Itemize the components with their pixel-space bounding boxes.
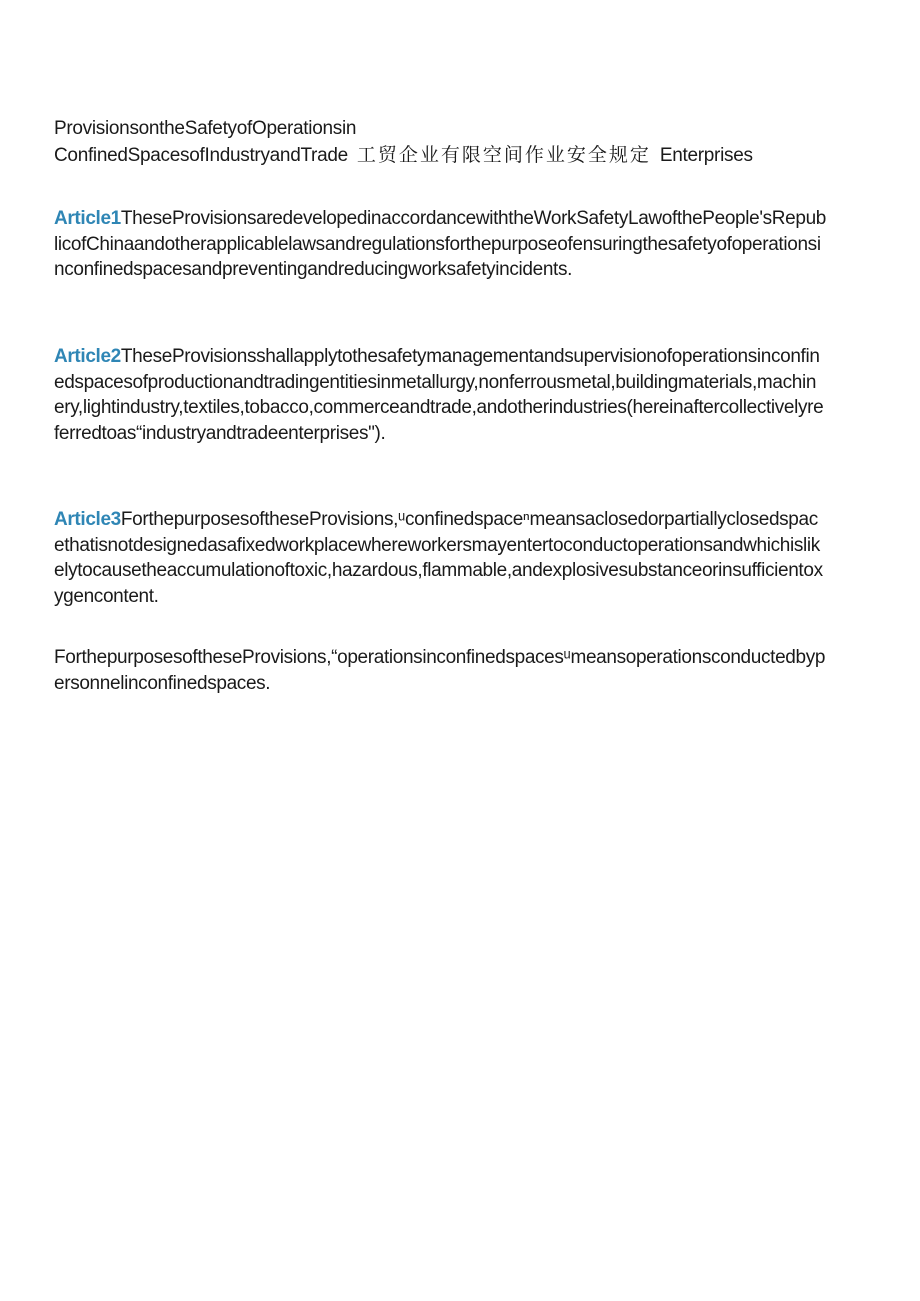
article-text: TheseProvisionsshallapplytothesafetymanagementandsupervisionofoperationsinconfinedspacesofproductionandtradingentitiesinmetallurgy,nonferrousmetal,buildingmaterials,machinery,lightindustry,textiles,tobacco,commerceandtrade,andotherindustries(hereinaftercollectivelyreferredtoas“industryandtradeenterprises").: [54, 346, 824, 444]
title-tail-part: Enterprises: [659, 145, 753, 166]
article-1-paragraph: [54, 206, 826, 283]
title-line-2: [54, 142, 854, 169]
article-number: Article3: [54, 509, 121, 530]
article-text: ForthepurposesoftheseProvisions,ᵘconfinedspaceⁿmeansaclosedorpartiallyclosedspacethatisnotdesignedasafixedworkplacewhereworkersmayentertoconductoperationsandwhichislikelytocausetheaccumulationoftoxic,hazardous,flammable,andexplosivesubstanceorinsufficientoxygencontent.: [54, 509, 823, 607]
paragraph-text: ForthepurposesoftheseProvisions,“operationsinconfinedspacesᵘmeansoperationsconductedbypersonnelinconfinedspaces.: [54, 647, 826, 694]
title-english-part: ConfinedSpacesofIndustryandTrade: [54, 145, 348, 166]
article-text: TheseProvisionsaredevelopedinaccordancewiththeWorkSafetyLawofthePeople'sRepublicofChinaandotherapplicablelawsandregulationsforthepurposeofensuringthesafetyofoperationsinconfinedspacesandpreventingandreducingworksafetyincidents.: [54, 208, 827, 280]
article-number: Article2: [54, 346, 121, 367]
article-3-second-paragraph: [54, 645, 826, 696]
article-3-paragraph: [54, 507, 826, 609]
title-chinese-part: 工贸企业有限空间作业安全规定: [356, 144, 651, 166]
title-line-1: ProvisionsontheSafetyofOperationsin: [54, 118, 357, 139]
document-title: [54, 116, 854, 169]
article-2-paragraph: [54, 344, 826, 446]
article-number: Article1: [54, 208, 121, 229]
